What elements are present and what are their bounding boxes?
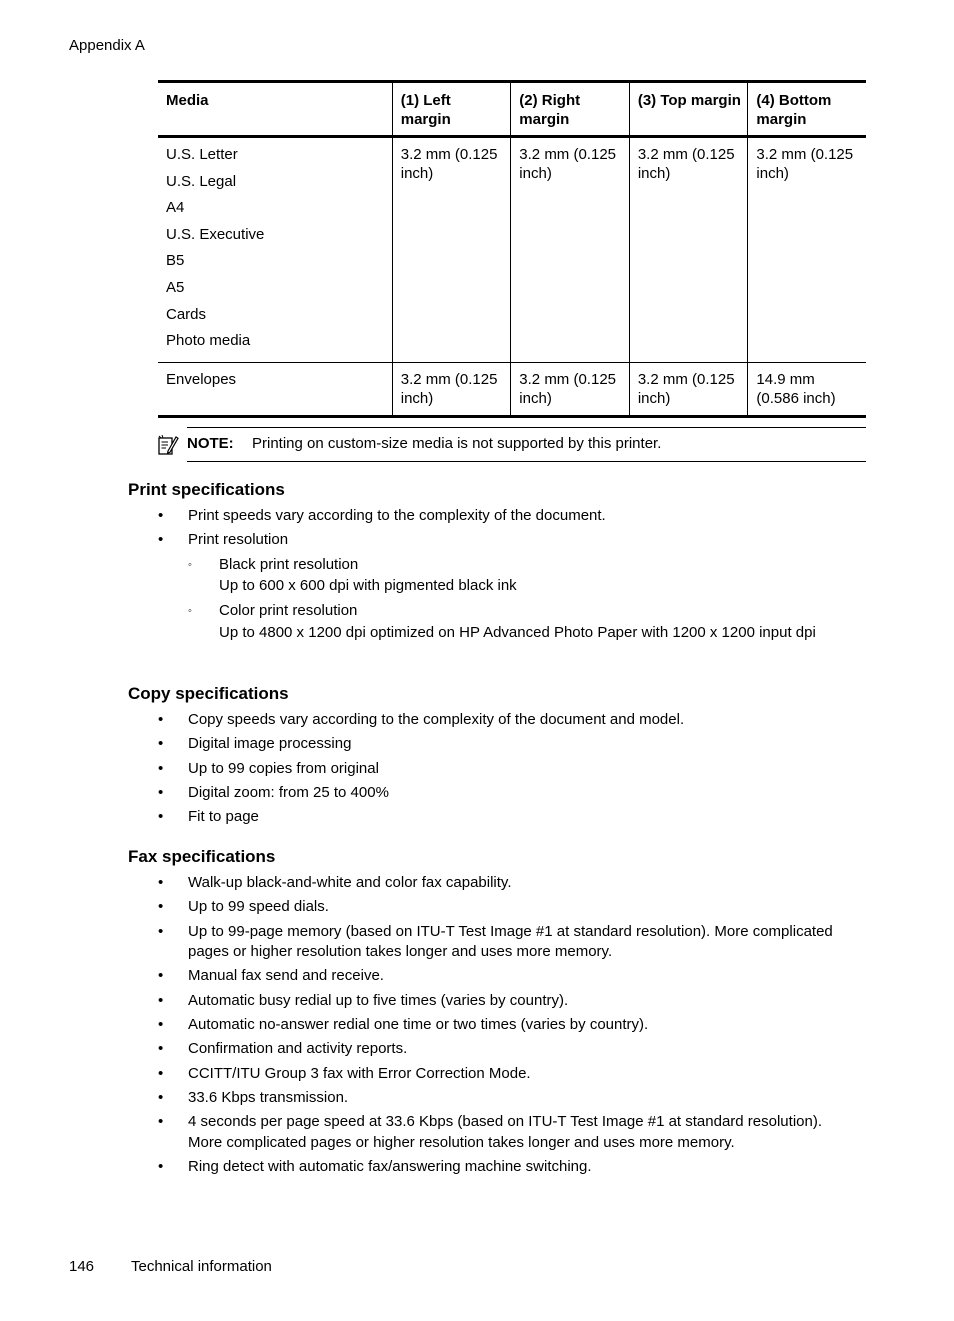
list-item: • Print speeds vary according to the complexity of the document. [158,506,858,527]
copy-specifications-heading: Copy specifications [128,684,289,703]
running-header: Appendix A [69,37,145,54]
resolution-sublist [188,555,858,643]
page-footer [69,1258,272,1275]
note-box [187,427,866,462]
sublist-item-label: Color print resolution [219,602,358,620]
media-item: B5 [166,252,185,270]
column-header-top-margin: (3) Top margin [629,82,748,137]
left-margin-cell: 3.2 mm (0.125 inch) [392,137,511,363]
left-margin-cell: 3.2 mm (0.125 inch) [392,362,511,416]
media-item: U.S. Legal [166,172,237,190]
list-item: • Walk-up black-and-white and color fax capability. [158,873,858,894]
sublist-item [188,601,858,643]
right-margin-cell: 3.2 mm (0.125 inch) [511,362,630,416]
media-cell: Envelopes [158,362,392,416]
list-item [158,530,858,643]
table-row [158,137,866,363]
note-label: NOTE: [187,435,234,452]
list-item: • Copy speeds vary according to the complexity of the document and model. [158,710,858,731]
column-header-bottom-margin: (4) Bottom margin [748,82,866,137]
list-item: • Digital zoom: from 25 to 400% [158,783,858,804]
media-item: A5 [166,278,185,296]
media-item: U.S. Letter [166,146,238,163]
bottom-margin-cell: 3.2 mm (0.125 inch) [748,137,866,363]
table-row [158,362,866,416]
top-margin-cell: 3.2 mm (0.125 inch) [629,362,748,416]
media-item: Cards [166,305,207,323]
note-text: Printing on custom-size media is not supported by this printer. [252,435,662,452]
list-item: • Up to 99-page memory (based on ITU-T Test Image #1 at standard resolution). More complicated pages or higher resolution takes longer and uses more memory. [158,922,858,963]
right-margin-cell: 3.2 mm (0.125 inch) [511,137,630,363]
column-header-left-margin: (1) Left margin [392,82,511,137]
copy-specifications-list [158,710,858,831]
fax-specifications-heading: Fax specifications [128,847,276,866]
list-item: • Up to 99 copies from original [158,759,858,780]
sublist-item-detail: Up to 600 x 600 dpi with pigmented black ink [219,577,517,595]
media-item: U.S. Executive [166,225,265,243]
table-header-row [158,82,866,137]
list-item: • Ring detect with automatic fax/answering machine switching. [158,1157,858,1178]
list-item-label: Print resolution [188,531,289,549]
list-item: • Confirmation and activity reports. [158,1039,858,1060]
note-icon [157,434,179,456]
sublist-item [188,555,858,597]
top-margin-cell: 3.2 mm (0.125 inch) [629,137,748,363]
media-list [166,145,386,358]
column-header-right-margin: (2) Right margin [511,82,630,137]
list-item: • Digital image processing [158,734,858,755]
list-item: • 33.6 Kbps transmission. [158,1088,858,1109]
sublist-item-detail: Up to 4800 x 1200 dpi optimized on HP Advanced Photo Paper with 1200 x 1200 input dpi [219,623,816,641]
media-cell [158,137,392,363]
list-item: • Fit to page [158,807,858,828]
list-item: • Up to 99 speed dials. [158,897,858,918]
column-header-media: Media [158,82,392,137]
media-item: A4 [166,199,185,217]
footer-chapter: Technical information [131,1258,272,1275]
print-specifications-list [158,506,858,648]
media-margins-table [158,80,866,418]
fax-specifications-list [158,873,858,1181]
print-specifications-heading: Print specifications [128,480,285,499]
list-item: • 4 seconds per page speed at 33.6 Kbps (based on ITU-T Test Image #1 at standard resolution). More complicated pages or higher resolution takes longer and uses more memory. [158,1112,858,1153]
list-item: • Manual fax send and receive. [158,966,858,987]
list-item: • Automatic no-answer redial one time or two times (varies by country). [158,1015,858,1036]
sublist-item-label: Black print resolution [219,555,359,573]
list-item: • Automatic busy redial up to five times (varies by country). [158,991,858,1012]
bottom-margin-cell: 14.9 mm (0.586 inch) [748,362,866,416]
media-item: Photo media [166,332,251,350]
list-item: • CCITT/ITU Group 3 fax with Error Correction Mode. [158,1064,858,1085]
page-number: 146 [69,1258,95,1275]
